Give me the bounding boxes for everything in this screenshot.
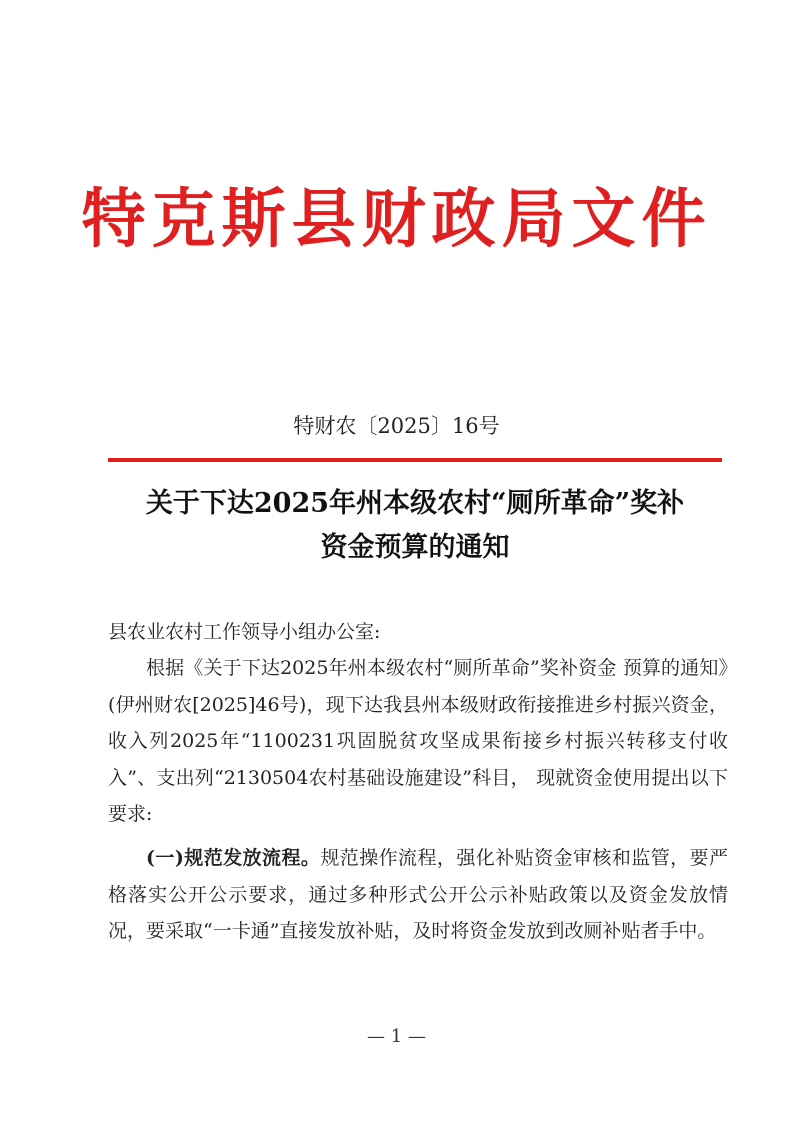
paragraph-2-heading: (一)规范发放流程。 [146,847,321,869]
paragraph-2-text: 规范操作流程，强化补贴资金审核和监管，要严格落实公开公示要求，通过多种形式公开公示补贴政策以及资金发放情况，要采取“一卡通”直接发放补贴，及时将资金发放到改厕补贴者手中。 [108,847,728,942]
red-divider-line [108,458,722,462]
document-title-line-1: 关于下达2025年州本级农村“厕所革命”奖补 [145,488,685,519]
salutation: 县农业农村工作领导小组办公室: [108,621,381,643]
body-paragraph-2 [108,840,728,950]
document-title [95,482,735,570]
document-title-line-2: 资金预算的通知 [320,532,510,563]
body-paragraph-1: 根据《关于下达2025年州本级农村“厕所革命”奖补资金 预算的通知》(伊州财农[2025]46号)，现下达我县州本级财政衔接推进乡村振兴资金，收入列2025年“1100231巩固脱贫攻坚成果衔接乡村振兴转移支付收入”、支出列“2130504农村基础设施建设”科目， 现就资金使用提出以下要求: [108,657,728,825]
issuing-authority-header: 特克斯县财政局文件 [81,182,712,257]
page-number: — 1 — [367,1026,426,1047]
document-number: 特财农〔2025〕16号 [293,414,500,438]
